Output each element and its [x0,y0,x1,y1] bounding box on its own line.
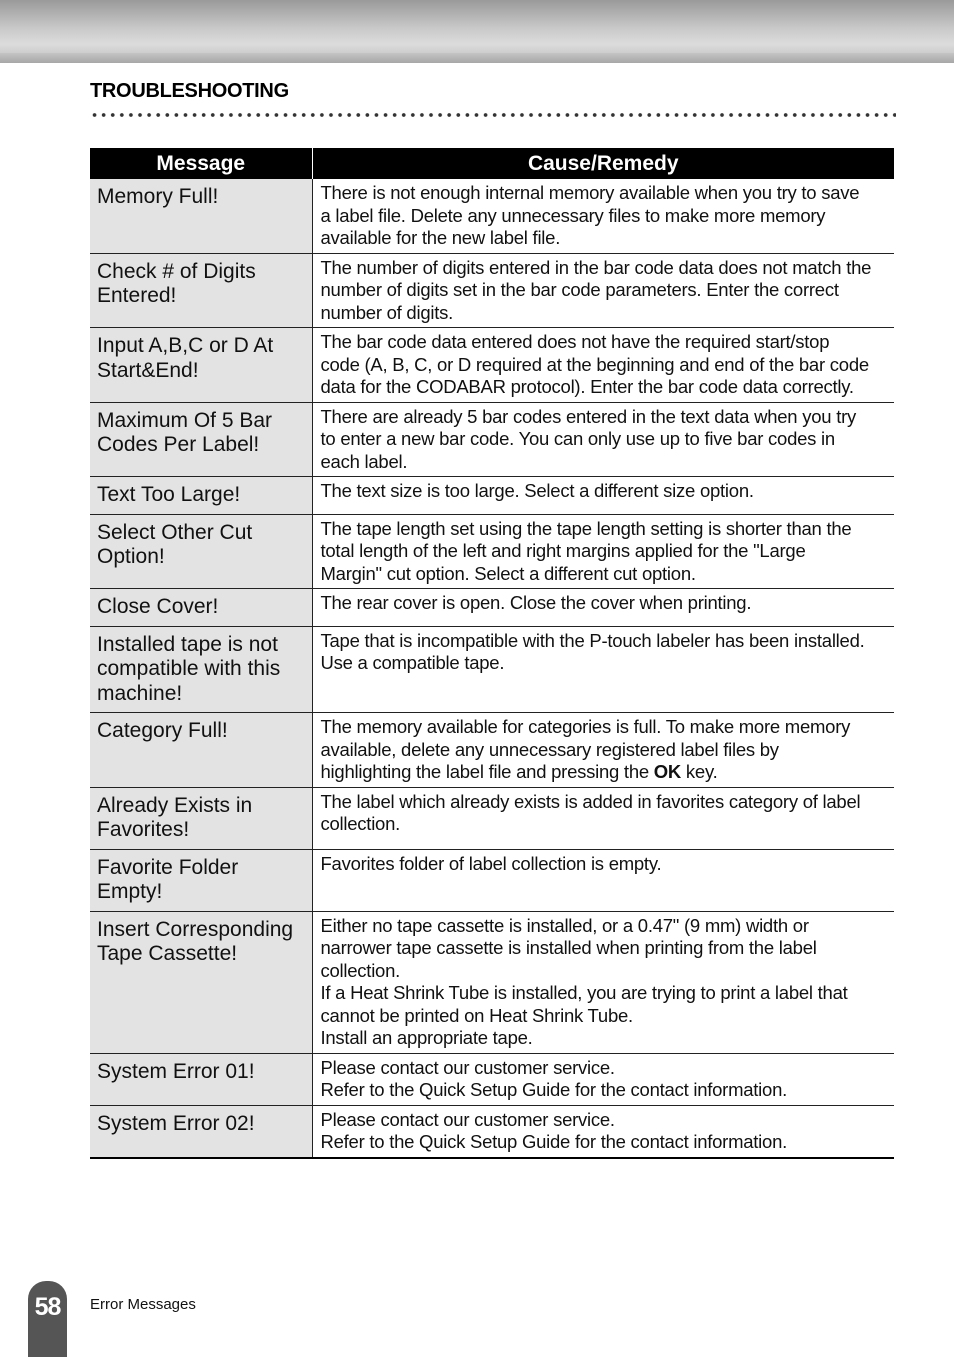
cause-remedy-text: Either no tape cassette is installed, or a 0.47" (9 mm) width or [320,914,809,936]
table-row [90,787,894,849]
cause-remedy-cell [312,477,894,515]
dotted-divider [90,111,896,119]
message-text: Select Other Cut [97,520,253,544]
cause-remedy-text: Install an appropriate tape. [320,1027,533,1048]
cause-remedy-text: The bar code data entered does not have the required start/stop [320,331,830,352]
message-text: Category Full! [97,719,228,742]
table-row [90,1105,894,1158]
message-text: compatible with this [97,657,281,680]
message-text: machine! [97,681,183,705]
cause-remedy-text: There are already 5 bar codes entered in the text data when you try [320,405,856,427]
cause-remedy-cell [312,849,894,911]
table-row [90,713,894,788]
cause-remedy-text: each label. [320,450,408,472]
message-cell [90,589,312,627]
message-cell [90,514,312,589]
error-message-table [90,148,894,1159]
cause-remedy-text: Favorites folder of label collection is empty. [320,852,662,874]
table-row [90,402,894,477]
message-text: Installed tape is not [97,632,278,656]
cause-remedy-text: number of digits. [320,301,454,323]
cause-remedy-text: Please contact our customer service. [320,1108,615,1130]
cause-remedy-text [321,761,887,784]
cause-remedy-text: There is not enough internal memory available when you try to save [320,182,860,203]
cause-remedy-text: The memory available for categories is full. To make more memory [320,716,851,737]
table-row [90,911,894,1053]
message-cell [90,179,312,253]
cause-remedy-text: cannot be printed on Heat Shrink Tube. [320,1004,633,1026]
cause-remedy-text: narrower tape cassette is installed when printing from the label [320,937,817,958]
message-text: Tape Cassette! [97,942,238,965]
message-text: Close Cover! [97,595,219,618]
table-row [90,253,894,328]
cause-remedy-cell [312,514,894,589]
cause-remedy-text: available for the new label file. [320,227,561,248]
column-header-message: Message [90,148,312,179]
cause-remedy-text: Please contact our customer service. [320,1056,615,1078]
message-text: Favorite Folder [97,855,239,879]
message-text: Already Exists in [97,793,253,817]
cause-remedy-cell [312,253,894,328]
message-text: Input A,B,C or D At [97,334,274,357]
cause-remedy-text: total length of the left and right margins applied for the "Large [320,540,806,561]
ok-key-label: OK [653,761,682,782]
cause-remedy-text: a label file. Delete any unnecessary files to make more memory [320,204,826,226]
table-row [90,514,894,589]
message-text: Memory Full! [97,185,219,208]
cause-remedy-text: code (A, B, C, or D required at the beginning and end of the bar code [320,353,869,375]
section-title: TROUBLESHOOTING [90,80,289,102]
message-cell [90,402,312,477]
message-text: Check # of Digits [97,259,256,283]
cause-remedy-text: collection. [320,959,401,981]
cause-remedy-cell [312,1105,894,1158]
cause-remedy-text: Refer to the Quick Setup Guide for the contact information. [320,1131,788,1152]
message-text: Empty! [97,880,163,903]
cause-remedy-text: Use a compatible tape. [320,652,505,673]
table-row [90,849,894,911]
message-text: System Error 02! [97,1111,255,1135]
message-cell [90,713,312,788]
footer-section-label: Error Messages [90,1296,196,1313]
table-row [90,589,894,627]
message-cell [90,1053,312,1105]
message-text: Maximum Of 5 Bar [97,408,273,432]
message-cell [90,911,312,1053]
cause-remedy-fragment: highlighting the label file and pressing the [320,761,654,782]
message-cell [90,849,312,911]
message-cell [90,1105,312,1158]
cause-remedy-text: to enter a new bar code. You can only use up to five bar codes in [320,428,835,449]
cause-remedy-text: The text size is too large. Select a different size option. [320,480,754,501]
cause-remedy-cell [312,787,894,849]
message-cell [90,477,312,515]
cause-remedy-cell [312,1053,894,1105]
message-text: Start&End! [97,358,199,382]
cause-remedy-cell [312,626,894,713]
cause-remedy-text: data for the CODABAR protocol). Enter the bar code data correctly. [320,376,854,397]
cause-remedy-text: The label which already exists is added in favorites category of label [320,790,861,812]
cause-remedy-cell [312,911,894,1053]
cause-remedy-text: The rear cover is open. Close the cover when printing. [320,592,752,613]
message-text: System Error 01! [97,1059,255,1083]
message-text: Insert Corresponding [97,917,294,941]
cause-remedy-text: Refer to the Quick Setup Guide for the contact information. [320,1079,788,1100]
message-cell [90,328,312,403]
table-row [90,328,894,403]
table-row [90,626,894,713]
cause-remedy-text: If a Heat Shrink Tube is installed, you are trying to print a label that [320,982,848,1003]
table-row [90,477,894,515]
message-text: Option! [97,545,165,568]
page-number: 58 [28,1281,67,1357]
table-row [90,179,894,253]
cause-remedy-cell [312,402,894,477]
message-cell [90,626,312,713]
message-cell [90,253,312,328]
message-text: Text Too Large! [97,483,241,506]
cause-remedy-cell [312,179,894,253]
cause-remedy-text: The tape length set using the tape length setting is shorter than the [320,517,852,539]
table-header-row [90,148,894,179]
cause-remedy-text: Tape that is incompatible with the P-touch labeler has been installed. [320,629,865,651]
message-text: Favorites! [97,818,190,841]
header-band [0,0,954,63]
cause-remedy-cell [312,328,894,403]
cause-remedy-cell [312,713,894,788]
cause-remedy-text: available, delete any unnecessary registered label files by [320,738,779,760]
message-cell [90,787,312,849]
column-header-cause-remedy: Cause/Remedy [312,148,894,179]
cause-remedy-cell [312,589,894,627]
cause-remedy-fragment: key. [681,761,718,782]
table-row [90,1053,894,1105]
cause-remedy-text: The number of digits entered in the bar code data does not match the [320,256,872,278]
cause-remedy-text: number of digits set in the bar code parameters. Enter the correct [320,279,839,300]
cause-remedy-text: Margin" cut option. Select a different cut option. [320,562,696,584]
cause-remedy-text: collection. [320,813,401,834]
message-text: Codes Per Label! [97,433,260,456]
message-text: Entered! [97,284,177,307]
